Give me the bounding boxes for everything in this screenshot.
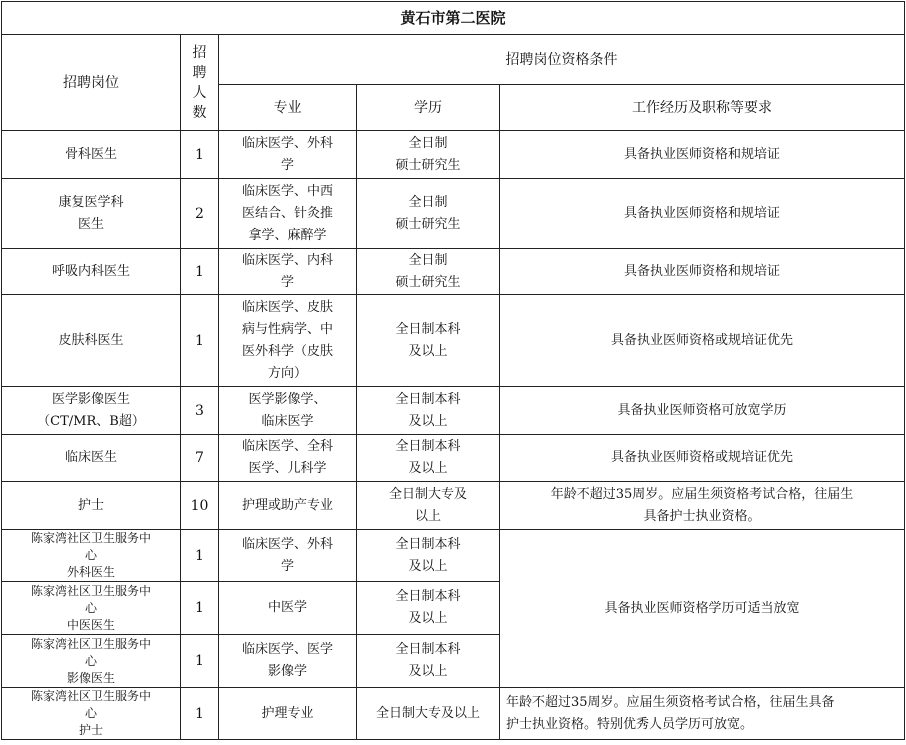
- cell-major: 临床医学、医学 影像学: [219, 635, 357, 688]
- table-row: [2, 131, 905, 179]
- table-row: [2, 435, 905, 482]
- cell-count: 1: [181, 688, 219, 740]
- cell-position: 陈家湾社区卫生服务中 心 中医医生: [2, 582, 181, 635]
- cell-count: 1: [181, 249, 219, 295]
- cell-position: 骨科医生: [2, 131, 181, 179]
- cell-experience-shared: 具备执业医师资格学历可适当放宽: [500, 530, 905, 688]
- header-position: 招聘岗位: [2, 35, 181, 131]
- cell-education: 全日制 硕士研究生: [357, 249, 500, 295]
- cell-major: 临床医学、皮肤 病与性病学、中 医外科学（皮肤 方向）: [219, 295, 357, 387]
- cell-experience: 具备执业医师资格或规培证优先: [500, 295, 905, 387]
- header-major: 专业: [219, 85, 357, 131]
- cell-education: 全日制本科 及以上: [357, 582, 500, 635]
- table-row: [2, 179, 905, 249]
- cell-education: 全日制大专及以上: [357, 688, 500, 740]
- cell-major: 临床医学、中西 医结合、针灸推 拿学、麻醉学: [219, 179, 357, 249]
- cell-major: 临床医学、内科 学: [219, 249, 357, 295]
- header-row-1: [2, 35, 905, 85]
- cell-experience: 年龄不超过35周岁。应届生须资格考试合格，往届生具备 护士执业资格。特别优秀人员学历可放宽。: [500, 688, 905, 740]
- cell-education: 全日制本科 及以上: [357, 530, 500, 582]
- cell-education: 全日制大专及 以上: [357, 482, 500, 530]
- cell-count: 1: [181, 295, 219, 387]
- table-row: [2, 295, 905, 387]
- cell-education: 全日制本科 及以上: [357, 387, 500, 435]
- cell-experience: 年龄不超过35周岁。应届生须资格考试合格，往届生 具备护士执业资格。: [500, 482, 905, 530]
- cell-position: 陈家湾社区卫生服务中 心 护士: [2, 688, 181, 740]
- cell-position: 皮肤科医生: [2, 295, 181, 387]
- header-requirements: 招聘岗位资格条件: [219, 35, 905, 85]
- cell-count: 10: [181, 482, 219, 530]
- cell-position: 康复医学科 医生: [2, 179, 181, 249]
- cell-major: 护理或助产专业: [219, 482, 357, 530]
- cell-experience: 具备执业医师资格和规培证: [500, 131, 905, 179]
- cell-position: 呼吸内科医生: [2, 249, 181, 295]
- table-row: [2, 249, 905, 295]
- cell-major: 护理专业: [219, 688, 357, 740]
- cell-major: 医学影像学、 临床医学: [219, 387, 357, 435]
- hospital-title: 黄石市第二医院: [2, 2, 905, 35]
- cell-count: 2: [181, 179, 219, 249]
- cell-position: 陈家湾社区卫生服务中 心 影像医生: [2, 635, 181, 688]
- cell-experience: 具备执业医师资格和规培证: [500, 179, 905, 249]
- cell-education: 全日制 硕士研究生: [357, 131, 500, 179]
- cell-major: 临床医学、外科 学: [219, 131, 357, 179]
- cell-major: 临床医学、外科 学: [219, 530, 357, 582]
- cell-major: 中医学: [219, 582, 357, 635]
- table-row: [2, 482, 905, 530]
- cell-education: 全日制 硕士研究生: [357, 179, 500, 249]
- cell-experience: 具备执业医师资格或规培证优先: [500, 435, 905, 482]
- cell-count: 1: [181, 131, 219, 179]
- header-experience: 工作经历及职称等要求: [500, 85, 905, 131]
- cell-education: 全日制本科 及以上: [357, 435, 500, 482]
- cell-education: 全日制本科 及以上: [357, 295, 500, 387]
- table-row: [2, 530, 905, 582]
- cell-count: 7: [181, 435, 219, 482]
- cell-count: 1: [181, 530, 219, 582]
- header-count: 招 聘 人 数: [181, 35, 219, 131]
- table-row: [2, 387, 905, 435]
- cell-education: 全日制本科 及以上: [357, 635, 500, 688]
- cell-count: 3: [181, 387, 219, 435]
- header-education: 学历: [357, 85, 500, 131]
- cell-position: 护士: [2, 482, 181, 530]
- cell-count: 1: [181, 582, 219, 635]
- table-row: [2, 688, 905, 740]
- recruitment-table: [1, 1, 905, 740]
- title-row: [2, 2, 905, 35]
- cell-experience: 具备执业医师资格和规培证: [500, 249, 905, 295]
- cell-position: 临床医生: [2, 435, 181, 482]
- cell-position: 陈家湾社区卫生服务中 心 外科医生: [2, 530, 181, 582]
- cell-count: 1: [181, 635, 219, 688]
- cell-major: 临床医学、全科 医学、儿科学: [219, 435, 357, 482]
- cell-position: 医学影像医生 （CT/MR、B超）: [2, 387, 181, 435]
- cell-experience: 具备执业医师资格可放宽学历: [500, 387, 905, 435]
